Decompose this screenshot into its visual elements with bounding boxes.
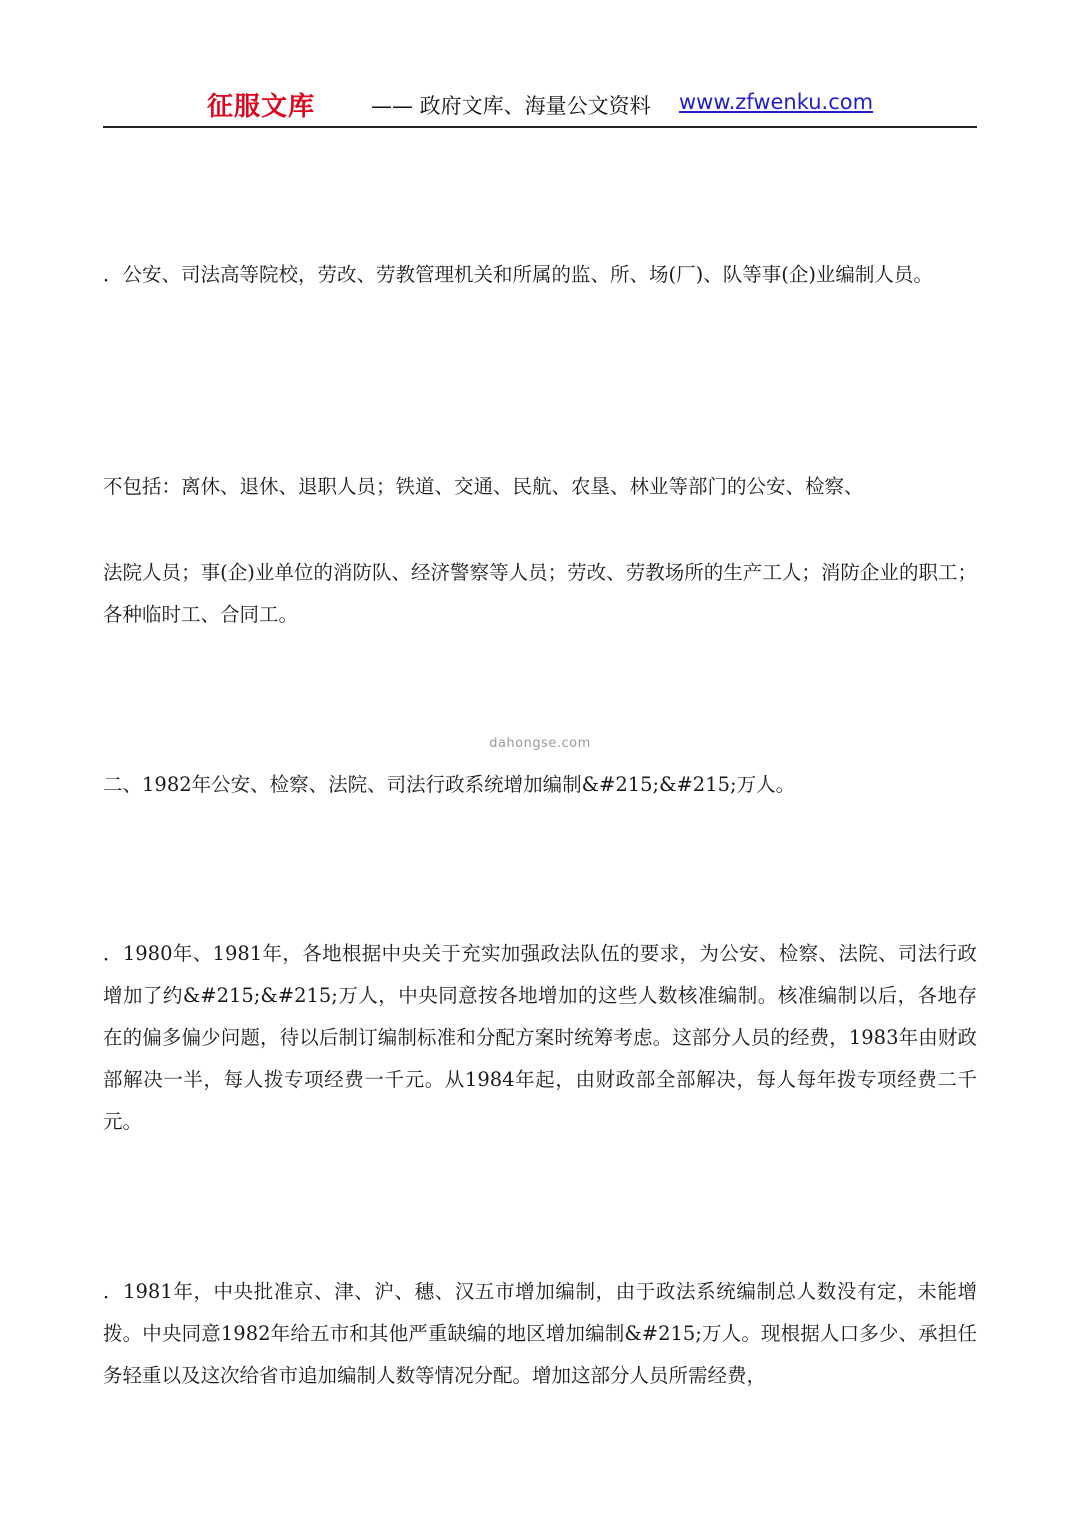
brand-logo-text: 征服文库	[207, 92, 316, 122]
paragraph-1980-1981-staffing: ．1980年、1981年，各地根据中央关于充实加强政法队伍的要求，为公安、检察、法院、司法行政增加了约&#215;&#215;万人，中央同意按各地增加的这些人数核准编制。核准编制以后，各地存在的偏多偏少问题，待以后制订编制标准和分配方案时统筹考虑。这部分人员的经费，1983年由财政部解决一半，每人拨专项经费一千元。从1984年起，由财政部全部解决，每人每年拨专项经费二千元。	[103, 942, 977, 1133]
paragraph-exclusions-continued: 法院人员；事(企)业单位的消防队、经济警察等人员；劳改、劳教场所的生产工人；消防企业的职工；各种临时工、合同工。	[103, 561, 977, 626]
header-tagline: —— 政府文库、海量公文资料	[371, 94, 651, 118]
paragraph-exclusions: 不包括：离休、退休、退职人员；铁道、交通、民航、农垦、林业等部门的公安、检察、	[103, 475, 864, 498]
watermark: dahongse.com	[489, 736, 591, 751]
page-header	[103, 86, 977, 128]
paragraph-1981-five-cities: ．1981年，中央批准京、津、沪、穗、汉五市增加编制，由于政法系统编制总人数没有定，未能增拨。中央同意1982年给五市和其他严重缺编的地区增加编制&#215;万人。现根据人口多少、承担任务轻重以及这次给省市追加编制人数等情况分配。增加这部分人员所需经费，	[103, 1280, 977, 1387]
paragraph-scope-institutions: ．公安、司法高等院校，劳改、劳教管理机关和所属的监、所、场(厂)、队等事(企)业编制人员。	[103, 263, 933, 286]
site-url-link[interactable]: www.zfwenku.com	[679, 90, 874, 114]
section-heading-1982-staffing: 二、1982年公安、检察、法院、司法行政系统增加编制&#215;&#215;万人。	[103, 773, 796, 796]
